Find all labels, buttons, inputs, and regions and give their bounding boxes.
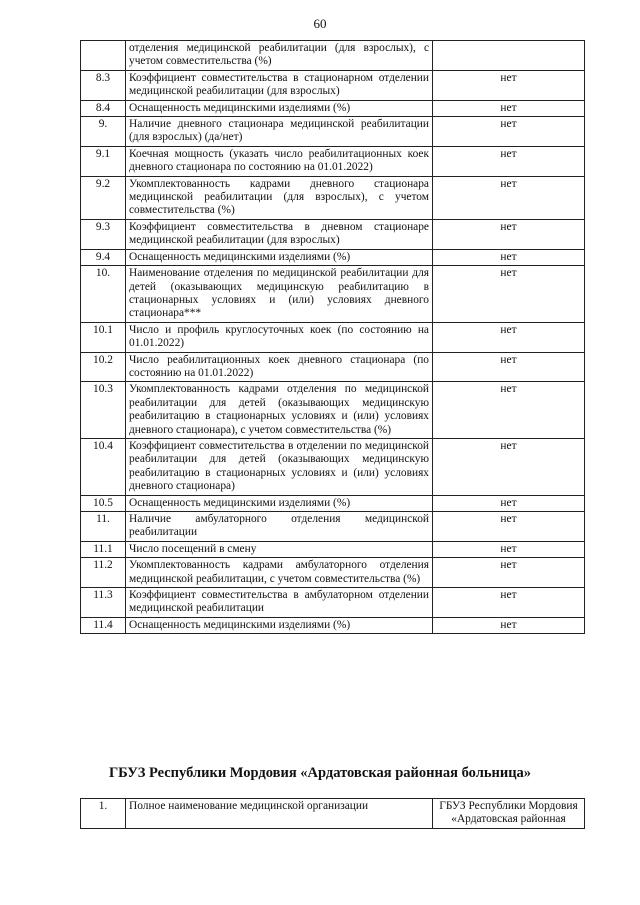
table-row [81,617,585,633]
table-row [81,41,585,71]
row-description: Оснащенность медицинскими изделиями (%) [126,249,433,265]
hospital-section-heading: ГБУЗ Республики Мордовия «Ардатовская районная больница» [108,765,532,781]
row-value: нет [433,266,585,323]
row-description: Укомплектованность кадрами амбулаторного отделения медицинской реабилитации, с учетом совместительства (%) [126,558,433,588]
row-number: 9.1 [81,146,126,176]
row-description: Укомплектованность кадрами отделения по медицинской реабилитации для детей (оказывающих медицинскую реабилитацию в стационарных условиях и (или) условиях дневного стационара), с учетом совместительства (%) [126,382,433,439]
row-value: нет [433,352,585,382]
hospital-info-table [80,798,585,829]
table-row [81,352,585,382]
row-description: Оснащенность медицинскими изделиями (%) [126,100,433,116]
row-value: нет [433,558,585,588]
row-value: ГБУЗ Республики Мордовия «Ардатовская районная [433,799,585,829]
row-number: 11.1 [81,541,126,557]
row-value: нет [433,176,585,219]
row-value: нет [433,219,585,249]
row-number: 1. [81,799,126,829]
row-description: Наличие дневного стационара медицинской реабилитации (для взрослых) (да/нет) [126,117,433,147]
page-number: 60 [313,16,327,31]
row-description: Коэффициент совместительства в амбулаторном отделении медицинской реабилитации [126,588,433,618]
table-row [81,100,585,116]
row-number: 11.3 [81,588,126,618]
row-number: 9. [81,117,126,147]
table-row [81,146,585,176]
table-row [81,495,585,511]
table-row [81,266,585,323]
row-description: Число посещений в смену [126,541,433,557]
row-value: нет [433,438,585,495]
row-number: 11.2 [81,558,126,588]
table-row [81,382,585,439]
table-row [81,322,585,352]
table-row [81,541,585,557]
row-value: нет [433,617,585,633]
row-description: Наличие амбулаторного отделения медицинской реабилитации [126,512,433,542]
row-description: Укомплектованность кадрами дневного стационара медицинской реабилитации (для взрослых), с учетом совместительства (%) [126,176,433,219]
row-value: нет [433,588,585,618]
row-description: Число реабилитационных коек дневного стационара (по состоянию на 01.01.2022) [126,352,433,382]
row-description: Коэффициент совместительства в дневном стационаре медицинской реабилитации (для взрослых) [126,219,433,249]
table-row [81,438,585,495]
table-row [81,117,585,147]
table-row [81,70,585,100]
table-row [81,249,585,265]
row-value [433,41,585,71]
table-row [81,588,585,618]
row-description: Оснащенность медицинскими изделиями (%) [126,495,433,511]
row-description: Коэффициент совместительства в стационарном отделении медицинской реабилитации (для взрослых) [126,70,433,100]
row-description: Полное наименование медицинской организации [126,799,433,829]
row-description: Коэффициент совместительства в отделении по медицинской реабилитации для детей (оказывающих медицинскую реабилитацию в стационарных условиях и (или) условиях дневного стационара) [126,438,433,495]
row-number [81,41,126,71]
row-number: 9.4 [81,249,126,265]
row-description: Число и профиль круглосуточных коек (по состоянию на 01.01.2022) [126,322,433,352]
row-number: 11. [81,512,126,542]
table-row [81,176,585,219]
row-number: 9.3 [81,219,126,249]
row-number: 10.4 [81,438,126,495]
row-value: нет [433,146,585,176]
row-value: нет [433,100,585,116]
row-description: Коечная мощность (указать число реабилитационных коек дневного стационара по состоянию на 01.01.2022) [126,146,433,176]
row-description: Оснащенность медицинскими изделиями (%) [126,617,433,633]
row-value: нет [433,512,585,542]
row-number: 8.3 [81,70,126,100]
row-value: нет [433,495,585,511]
table-row [81,558,585,588]
row-number: 10.3 [81,382,126,439]
row-number: 10.5 [81,495,126,511]
row-value: нет [433,249,585,265]
indicators-table [80,40,585,634]
row-number: 10.2 [81,352,126,382]
row-value: нет [433,541,585,557]
row-number: 8.4 [81,100,126,116]
row-description: отделения медицинской реабилитации (для взрослых), с учетом совместительства (%) [126,41,433,71]
table-row [81,799,585,829]
row-value: нет [433,117,585,147]
row-number: 10.1 [81,322,126,352]
row-number: 10. [81,266,126,323]
row-number: 9.2 [81,176,126,219]
row-value: нет [433,70,585,100]
row-value: нет [433,322,585,352]
row-value: нет [433,382,585,439]
row-number: 11.4 [81,617,126,633]
row-description: Наименование отделения по медицинской реабилитации для детей (оказывающих медицинскую реабилитацию в стационарных условиях и (или) условиях дневного стационара*** [126,266,433,323]
table-row [81,219,585,249]
table-row [81,512,585,542]
